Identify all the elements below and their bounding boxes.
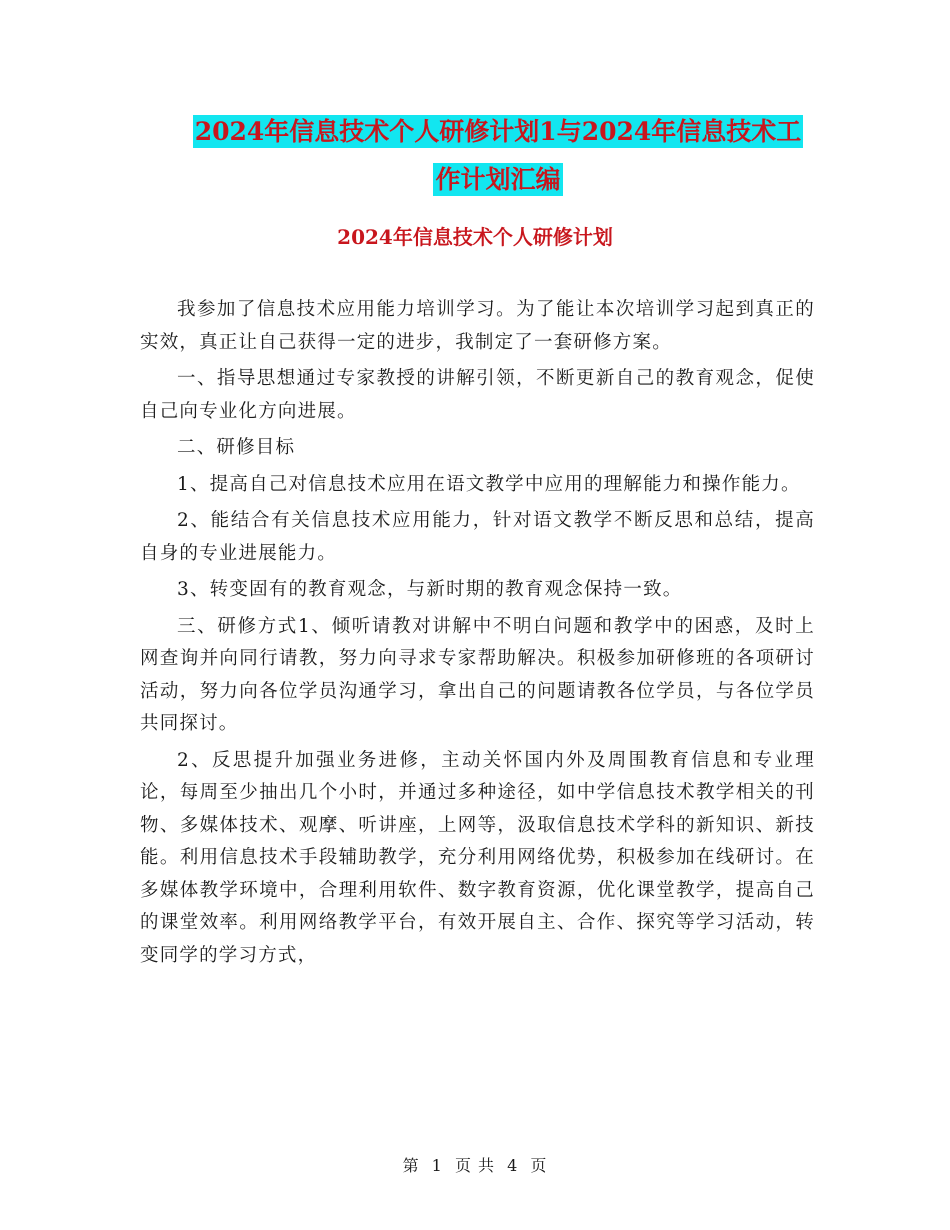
document-body	[140, 294, 815, 976]
paragraph-goals-heading: 二、研修目标	[177, 437, 296, 458]
paragraph-guiding-thought: 一、指导思想通过专家教授的讲解引领，不断更新自己的教育观念，促使自己向专业化方向进展。	[140, 368, 815, 422]
footer-suffix: 页	[530, 1156, 548, 1175]
paragraph-reflection: 2、反思提升加强业务进修，主动关怀国内外及周围教育信息和专业理论，每周至少抽出几个小时，并通过多种途径，如中学信息技术教学相关的刊物、多媒体技术、观摩、听讲座，上网等，汲取信息技术学科的新知识、新技能。利用信息技术手段辅助教学，充分利用网络优势，积极参加在线研讨。在多媒体教学环境中，合理利用软件、数字教育资源，优化课堂教学，提高自己的课堂效率。利用网络教学平台，有效开展自主、合作、探究等学习活动，转变同学的学习方式，	[140, 749, 815, 966]
paragraph-goal-1: 1、提高自己对信息技术应用在语文教学中应用的理解能力和操作能力。	[177, 473, 801, 495]
footer-middle: 页 共	[454, 1156, 496, 1175]
document-title	[140, 108, 856, 204]
footer-total-pages: 4	[507, 1156, 519, 1175]
paragraph-goal-2: 2、能结合有关信息技术应用能力，针对语文教学不断反思和总结，提高自身的专业进展能力。	[140, 510, 815, 564]
document-title-line2: 作计划汇编	[435, 165, 561, 194]
footer-prefix: 第	[402, 1156, 420, 1175]
section-title: 2024年信息技术个人研修计划	[337, 225, 613, 249]
paragraph-methods: 三、研修方式1、倾听请教对讲解中不明白问题和教学中的困惑，及时上网查询并向同行请教，努力向寻求专家帮助解决。积极参加研修班的各项研讨活动，努力向各位学员沟通学习，拿出自己的问题请教各位学员，与各位学员共同探讨。	[140, 615, 815, 734]
footer-current-page: 1	[431, 1156, 443, 1175]
paragraph-goal-3: 3、转变固有的教育观念，与新时期的教育观念保持一致。	[177, 579, 683, 600]
paragraph-intro: 我参加了信息技术应用能力培训学习。为了能让本次培训学习起到真正的实效，真正让自己获得一定的进步，我制定了一套研修方案。	[140, 299, 815, 353]
document-title-line1: 2024年信息技术个人研修计划1与2024年信息技术工	[194, 117, 802, 146]
page-footer	[0, 1153, 950, 1176]
